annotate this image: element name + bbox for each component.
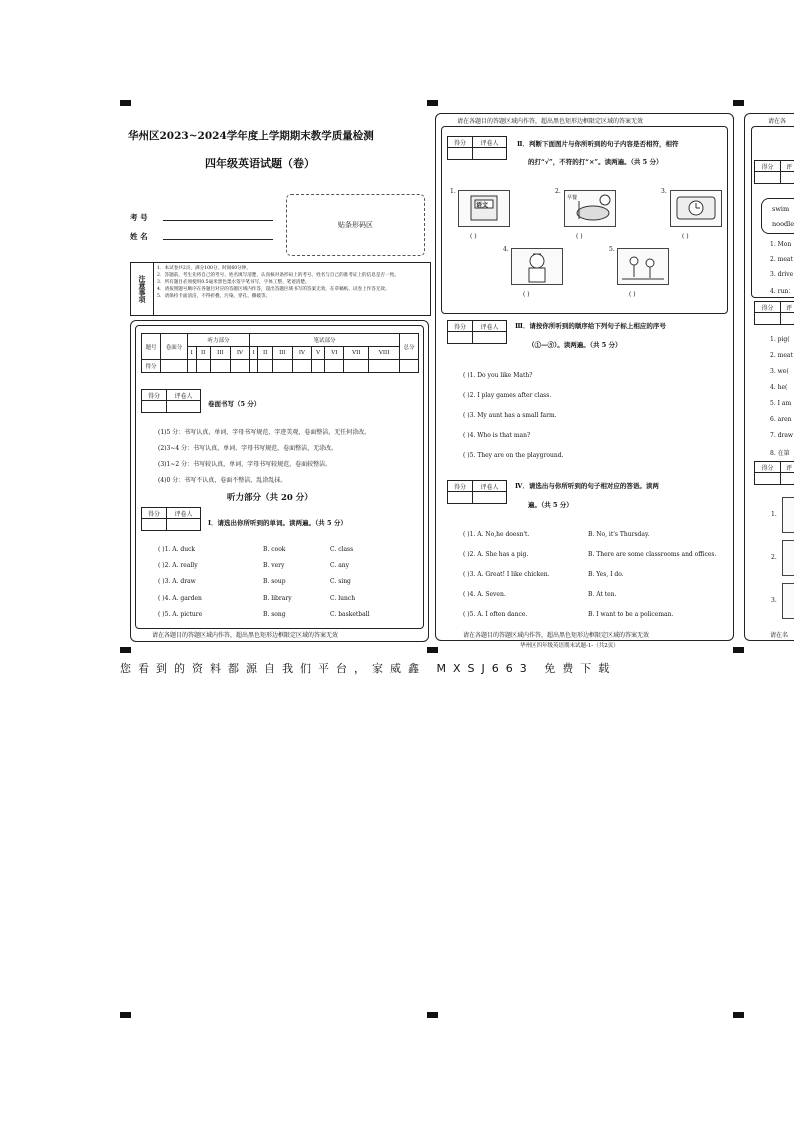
score-roman: II bbox=[258, 347, 272, 360]
grader-reviewer-label: 评卷人 bbox=[473, 137, 507, 148]
grader-reviewer-label: 评卷人 bbox=[167, 390, 201, 401]
grader-box bbox=[447, 136, 507, 160]
pic-number: 5. bbox=[609, 246, 615, 253]
handwriting-item: (4)0 分：书写不认真，卷面不整洁，乱涂乱抹。 bbox=[158, 477, 287, 484]
exam-no-field[interactable] bbox=[163, 220, 273, 221]
page3-item: 6. aren bbox=[770, 416, 792, 423]
page3-item: 8. 在第 bbox=[770, 450, 790, 457]
registration-mark bbox=[733, 100, 744, 106]
grader-score-label: 得分 bbox=[755, 161, 781, 172]
answer-paren[interactable]: ( ) bbox=[470, 233, 477, 240]
score-roman: I bbox=[188, 347, 197, 360]
q1-option-b: B. song bbox=[263, 611, 286, 618]
score-roman: VI bbox=[325, 347, 344, 360]
q1-option-c: C. lunch bbox=[330, 595, 356, 602]
answer-paren[interactable]: ( ) bbox=[576, 233, 583, 240]
pic-number: 2. bbox=[771, 554, 777, 561]
score-col-question: 题号 bbox=[142, 334, 161, 360]
grader-box bbox=[754, 160, 794, 184]
q1-option-c: C. any bbox=[330, 562, 350, 569]
grader-score-label: 得分 bbox=[755, 302, 781, 313]
grader-reviewer-label: 评卷人 bbox=[473, 321, 507, 332]
page3-item: 4. run： bbox=[770, 288, 794, 295]
book-picture bbox=[458, 190, 510, 227]
q3-item: ( )4. Who is that man? bbox=[463, 432, 531, 439]
notice-item: 2．答题前，考生先将自己的考号、姓名填写清楚，认真核对条形码上的考号、姓名与自己的准考证上的信息是否一致。 bbox=[157, 273, 399, 278]
handwriting-title: 卷面书写（5 分） bbox=[208, 400, 261, 408]
score-col-handwriting: 卷面分 bbox=[161, 334, 188, 360]
q4-option-a: ( )3. A. Great! I like chicken. bbox=[463, 571, 550, 578]
pic-number: 1. bbox=[450, 188, 456, 195]
q4-title-line2: 遍。（共 5 分） bbox=[528, 501, 573, 509]
score-cell[interactable] bbox=[161, 360, 188, 373]
clock-icon bbox=[671, 191, 721, 226]
registration-mark bbox=[427, 100, 438, 106]
q3-item: ( )3. My aunt has a small farm. bbox=[463, 412, 557, 419]
q4-option-b: B. There are some classrooms and offices. bbox=[588, 551, 717, 558]
grader-score-cell[interactable] bbox=[142, 519, 167, 531]
score-table bbox=[141, 333, 419, 373]
promo-text: 您看到的资料都源自我们平台，家威鑫 MXSJ663 免费下载 bbox=[120, 662, 617, 675]
registration-mark bbox=[427, 647, 438, 653]
listening-title: 听力部分（共 20 分） bbox=[227, 493, 313, 503]
grader-box bbox=[141, 389, 201, 413]
handwriting-item: (2)3~4 分：书写认真，单词、字母书写规范，卷面整洁，无涂改。 bbox=[158, 445, 338, 452]
exam-title: 华州区2023~2024学年度上学期期末教学质量检测 bbox=[128, 130, 374, 142]
notice-item: 1．本试卷共2页，满分100分，时间60分钟。 bbox=[157, 266, 251, 271]
score-cell[interactable] bbox=[272, 360, 292, 373]
grader-reviewer-label: 评 bbox=[781, 161, 794, 172]
registration-mark bbox=[120, 1012, 131, 1018]
q1-option-a: ( )4. A. garden bbox=[158, 595, 202, 602]
q1-option-a: ( )5. A. picture bbox=[158, 611, 203, 618]
word-noodle: noodle bbox=[772, 220, 794, 228]
q1-option-c: C. basketball bbox=[330, 611, 370, 618]
q1-title: Ⅰ．请选出你所听到的单词。读两遍。（共 5 分） bbox=[208, 519, 347, 527]
q4-option-b: B. Yes, I do. bbox=[588, 571, 624, 578]
score-cell[interactable] bbox=[210, 360, 230, 373]
grader-score-label: 得分 bbox=[142, 508, 167, 519]
pic-number: 2. bbox=[555, 188, 561, 195]
q3-title-line1: Ⅲ．请按你所听到的顺序给下列句子标上相应的序号 bbox=[515, 322, 666, 330]
q3-item: ( )2. I play games after class. bbox=[463, 392, 552, 399]
footer-notice: 请在各题目的答题区域内作答，超出黑色矩形边框限定区域的答案无效 bbox=[463, 632, 650, 639]
score-roman: IV bbox=[230, 347, 249, 360]
score-cell[interactable] bbox=[188, 360, 197, 373]
grader-score-label: 得分 bbox=[448, 321, 473, 332]
score-roman: I bbox=[249, 347, 258, 360]
footer-notice: 请在各题目的答题区域内作答，超出黑色矩形边框限定区域的答案无效 bbox=[152, 632, 339, 639]
score-row-label: 得分 bbox=[142, 360, 161, 373]
page-footer: 华州区四年级英语期末试题-1-（共2页） bbox=[520, 643, 619, 649]
grader-reviewer-cell[interactable] bbox=[781, 172, 794, 184]
score-cell[interactable] bbox=[311, 360, 324, 373]
q1-option-a: ( )2. A. really bbox=[158, 562, 198, 569]
score-roman: III bbox=[210, 347, 230, 360]
page3-item: 5. I am bbox=[770, 400, 792, 407]
page3-item: 1. Mon bbox=[770, 241, 792, 248]
word-swim: swim bbox=[772, 205, 790, 213]
score-cell[interactable] bbox=[369, 360, 400, 373]
q4-option-b: B. No, it's Thursday. bbox=[588, 531, 650, 538]
grader-box bbox=[754, 461, 794, 485]
q2-title-line1: Ⅱ．判断下面图片与你所听到的句子内容是否相符，相符 bbox=[517, 140, 679, 148]
q4-title-line1: Ⅳ．请选出与你所听到的句子相对应的答语。读两 bbox=[515, 482, 659, 490]
q3-item: ( )5. They are on the playground. bbox=[463, 452, 564, 459]
breakfast-picture bbox=[564, 190, 616, 227]
registration-mark bbox=[733, 1012, 744, 1018]
header-notice: 请在各题目的答题区域内作答，超出黑色矩形边框限定区域的答案无效 bbox=[457, 118, 644, 125]
children-icon bbox=[618, 249, 668, 284]
q1-option-b: B. very bbox=[263, 562, 285, 569]
score-roman: VIII bbox=[369, 347, 400, 360]
q4-option-a: ( )5. A. I often dance. bbox=[463, 611, 528, 618]
grader-reviewer-cell[interactable] bbox=[473, 492, 507, 504]
q1-option-c: C. class bbox=[330, 546, 354, 553]
grader-score-cell[interactable] bbox=[142, 401, 167, 413]
page3-picture bbox=[782, 583, 794, 619]
registration-mark bbox=[733, 647, 744, 653]
q4-option-b: B. At ten. bbox=[588, 591, 617, 598]
handwriting-item: (3)1~2 分：书写较认真，单词、字母书写较规范，卷面较整洁。 bbox=[158, 461, 332, 468]
page3-item: 3. drive bbox=[770, 271, 794, 278]
q1-option-b: B. cook bbox=[263, 546, 286, 553]
pic-number: 3. bbox=[661, 188, 667, 195]
grader-reviewer-label: 评卷人 bbox=[473, 481, 507, 492]
registration-mark bbox=[120, 647, 131, 653]
breakfast-label: 早餐 bbox=[567, 195, 578, 201]
score-cell[interactable] bbox=[400, 360, 419, 373]
grader-reviewer-cell[interactable] bbox=[781, 313, 794, 325]
score-col-total: 总分 bbox=[400, 334, 419, 360]
grader-box bbox=[447, 320, 507, 344]
notice-item: 5．请保持卡面清洁，不得折叠、污染、穿孔、撕破等。 bbox=[157, 294, 271, 299]
grader-score-cell[interactable] bbox=[755, 313, 781, 325]
page3-item: 3. we( bbox=[770, 368, 789, 375]
grader-reviewer-cell[interactable] bbox=[781, 473, 794, 485]
footer-notice: 请在名 bbox=[770, 632, 789, 639]
grader-box bbox=[754, 301, 794, 325]
grader-score-cell[interactable] bbox=[755, 172, 781, 184]
q4-option-a: ( )2. A. She has a pig. bbox=[463, 551, 529, 558]
word-box bbox=[761, 198, 794, 234]
registration-mark bbox=[120, 100, 131, 106]
name-field[interactable] bbox=[163, 239, 273, 240]
registration-mark bbox=[427, 1012, 438, 1018]
q3-item: ( )1. Do you like Math? bbox=[463, 372, 533, 379]
answer-paren[interactable]: ( ) bbox=[682, 233, 689, 240]
q4-option-a: ( )4. A. Seven. bbox=[463, 591, 506, 598]
score-roman: IV bbox=[292, 347, 311, 360]
grader-box bbox=[141, 507, 201, 531]
q2-title-line2: 的打“√”，不符的打“×”。读两遍。（共 5 分） bbox=[528, 158, 663, 166]
doctor-icon bbox=[512, 249, 562, 284]
notice-box bbox=[130, 262, 431, 316]
q1-option-c: C. sing bbox=[330, 578, 351, 585]
q1-option-b: B. soup bbox=[263, 578, 286, 585]
grader-reviewer-cell[interactable] bbox=[167, 519, 201, 531]
page3-item: 2. meat bbox=[770, 352, 793, 359]
grader-score-label: 得分 bbox=[448, 137, 473, 148]
notice-item: 3．所有题目必须使用0.5毫米黑色墨水签字笔书写，字体工整、笔迹清楚。 bbox=[157, 280, 310, 285]
notice-label: 注意事项 bbox=[131, 263, 154, 315]
q3-title-line2: （①—⑤）。读两遍。（共 5 分） bbox=[528, 341, 622, 349]
page3-picture bbox=[782, 497, 794, 533]
score-roman: II bbox=[196, 347, 210, 360]
q4-option-a: ( )1. A. No,he doesn't. bbox=[463, 531, 530, 538]
pic-number: 4. bbox=[503, 246, 509, 253]
q1-option-a: ( )3. A. draw bbox=[158, 578, 196, 585]
notice-item: 4．请按照题号顺序在各题目对应的答题区域内作答，超出答题区域书写的答案无效，在草稿纸、试卷上作答无效。 bbox=[157, 287, 390, 292]
answer-paren[interactable]: ( ) bbox=[523, 291, 530, 298]
grader-score-cell[interactable] bbox=[448, 332, 473, 344]
score-col-listening: 听力部分 bbox=[188, 334, 250, 347]
barcode-label: 贴条形码区 bbox=[338, 221, 373, 229]
name-label: 姓 名 bbox=[130, 232, 148, 241]
score-col-writing: 笔试部分 bbox=[249, 334, 399, 347]
notice-list bbox=[157, 265, 425, 300]
score-cell[interactable] bbox=[249, 360, 258, 373]
page3-item: 7. draw bbox=[770, 432, 794, 439]
score-cell[interactable] bbox=[258, 360, 272, 373]
page3-picture bbox=[782, 540, 794, 576]
doctor-picture bbox=[511, 248, 563, 285]
score-roman: VII bbox=[344, 347, 369, 360]
grader-reviewer-label: 评 bbox=[781, 302, 794, 313]
score-cell[interactable] bbox=[325, 360, 344, 373]
score-cell[interactable] bbox=[344, 360, 369, 373]
playground-picture bbox=[617, 248, 669, 285]
answer-paren[interactable]: ( ) bbox=[629, 291, 636, 298]
barcode-area bbox=[286, 194, 425, 256]
grader-score-label: 得分 bbox=[755, 462, 781, 473]
page3-item: 2. meat bbox=[770, 256, 793, 263]
score-cell[interactable] bbox=[292, 360, 311, 373]
pic-number: 1. bbox=[771, 511, 777, 518]
grader-box bbox=[447, 480, 507, 504]
grader-score-label: 得分 bbox=[448, 481, 473, 492]
pic-number: 3. bbox=[771, 597, 777, 604]
score-cell[interactable] bbox=[230, 360, 249, 373]
handwriting-item: (1)5 分：书写认真，单词、字母书写规范，字迹美观，卷面整洁，无任何涂改。 bbox=[158, 429, 371, 436]
grader-reviewer-label: 评 bbox=[781, 462, 794, 473]
q4-option-b: B. I want to be a policeman. bbox=[588, 611, 674, 618]
grader-reviewer-cell[interactable] bbox=[473, 332, 507, 344]
grader-score-cell[interactable] bbox=[448, 148, 473, 160]
q1-option-a: ( )1. A. duck bbox=[158, 546, 196, 553]
exam-subtitle: 四年级英语试题（卷） bbox=[205, 157, 315, 170]
exam-no-label: 考 号 bbox=[130, 213, 148, 222]
grader-reviewer-cell[interactable] bbox=[167, 401, 201, 413]
book-label: 语文 bbox=[476, 202, 489, 209]
grader-score-label: 得分 bbox=[142, 390, 167, 401]
q1-option-b: B. library bbox=[263, 595, 292, 602]
page3-item: 1. pig( bbox=[770, 336, 790, 343]
score-roman: III bbox=[272, 347, 292, 360]
score-roman: V bbox=[311, 347, 324, 360]
grader-score-cell[interactable] bbox=[448, 492, 473, 504]
score-cell[interactable] bbox=[196, 360, 210, 373]
clock-picture bbox=[670, 190, 722, 227]
grader-reviewer-cell[interactable] bbox=[473, 148, 507, 160]
grader-reviewer-label: 评卷人 bbox=[167, 508, 201, 519]
header-notice: 请在各 bbox=[768, 118, 787, 125]
grader-score-cell[interactable] bbox=[755, 473, 781, 485]
page3-item: 4. he( bbox=[770, 384, 788, 391]
